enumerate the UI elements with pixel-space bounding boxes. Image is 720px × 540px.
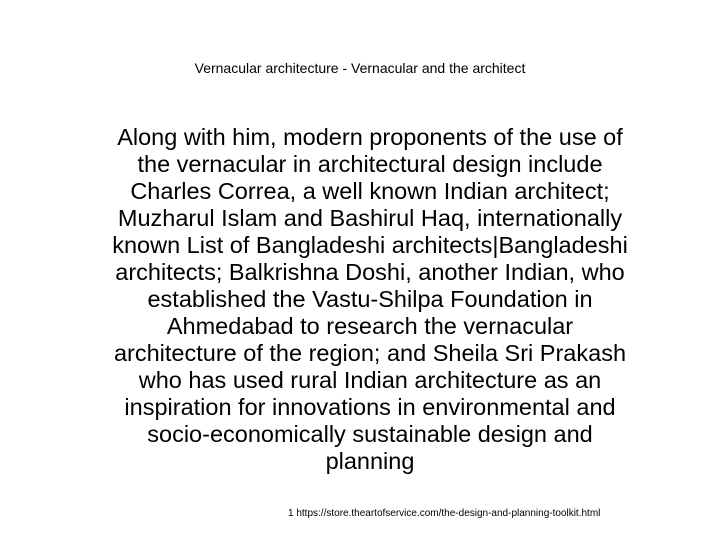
body-line: inspiration for innovations in environmental and	[124, 394, 616, 420]
body-line: Muzharul Islam and Bashirul Haq, internationally	[117, 205, 623, 231]
slide-footer	[288, 508, 600, 520]
body-line: Charles Correa, a well known Indian architect;	[130, 178, 610, 204]
body-line: architects; Balkrishna Doshi, another Indian, who	[115, 259, 625, 285]
slide-body-text	[60, 124, 680, 475]
body-line: the vernacular in architectural design include	[137, 151, 603, 177]
body-line: planning	[325, 448, 415, 474]
body-line: who has used rural Indian architecture as an	[138, 367, 602, 393]
body-line: socio-economically sustainable design and	[147, 421, 593, 447]
footer-source-link[interactable]: https://store.theartofservice.com/the-design-and-planning-toolkit.html	[296, 508, 601, 519]
body-line: Ahmedabad to research the vernacular	[166, 313, 574, 339]
body-line: known List of Bangladeshi architects|Bangladeshi	[112, 232, 628, 258]
body-line: architecture of the region; and Sheila Sri Prakash	[113, 340, 627, 366]
footer-page-number: 1	[288, 508, 294, 519]
body-line: Along with him, modern proponents of the use of	[117, 124, 623, 150]
body-line: established the Vastu-Shilpa Foundation in	[147, 286, 593, 312]
slide-title: Vernacular architecture - Vernacular and the architect	[194, 60, 526, 76]
